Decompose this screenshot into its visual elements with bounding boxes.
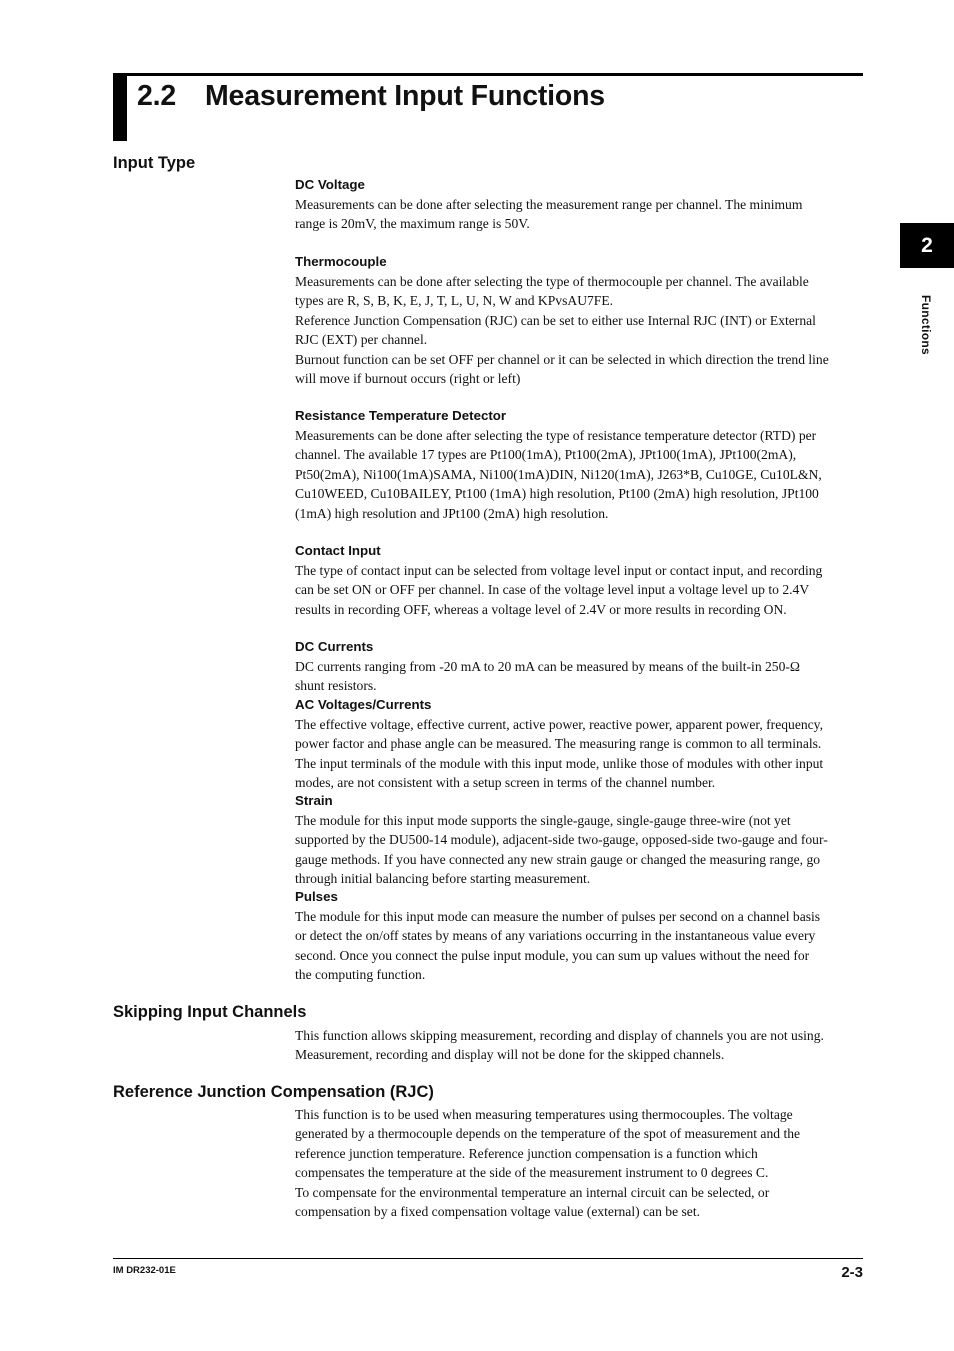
page-title: [137, 80, 605, 113]
paragraph-pulses: [295, 907, 865, 985]
section-number: 2.2: [137, 80, 177, 112]
text-line: The module for this input mode supports the single-gauge, single-gauge three-wire (not yet: [295, 813, 791, 828]
header-marker-bar: [113, 73, 127, 141]
text-line: (1mA) high resolution and JPt100 (2mA) high resolution.: [295, 505, 609, 521]
paragraph-rjc: [295, 1105, 865, 1221]
paragraph-dc-currents: [295, 657, 865, 696]
text-line: The input terminals of the module with this input mode, unlike those of modules with other input: [295, 755, 824, 771]
text-line: compensation by a fixed compensation voltage value (external) can be set.: [295, 1204, 701, 1220]
paragraph-skipping: [295, 1026, 865, 1065]
heading-input-type: Input Type: [113, 154, 196, 172]
paragraph-rtd: [295, 426, 865, 523]
paragraph-ac-voltages-currents: [295, 715, 865, 793]
text-line: or detect the on/off states by means of any variations occurring in the instantaneous value every: [295, 928, 816, 944]
text-line: RJC (EXT) per channel.: [295, 332, 428, 348]
text-line: power factor and phase angle can be measured. The measuring range is common to all terminals.: [295, 736, 822, 752]
paragraph-contact-input: [295, 561, 865, 619]
subheading-thermocouple: Thermocouple: [295, 254, 387, 269]
text-line: DC currents ranging from -20 mA to 20 mA can be measured by means of the built-in 250-Ω: [295, 659, 801, 674]
subheading-rtd: Resistance Temperature Detector: [295, 408, 507, 423]
text-line: The module for this input mode can measure the number of pulses per second on a channel basis: [295, 909, 821, 924]
header-rule: [113, 73, 863, 76]
text-line: Measurements can be done after selecting the measurement range per channel. The minimum: [295, 197, 803, 212]
subheading-contact-input: Contact Input: [295, 543, 381, 558]
paragraph-strain: [295, 811, 865, 889]
text-line: range is 20mV, the maximum range is 50V.: [295, 216, 530, 232]
document-id: IM DR232-01E: [113, 1265, 176, 1276]
text-line: results in recording OFF, whereas a voltage level of 2.4V or more results in recording ON.: [295, 601, 787, 617]
text-line: Measurements can be done after selecting the type of thermocouple per channel. The available: [295, 274, 809, 289]
text-line: shunt resistors.: [295, 678, 377, 694]
heading-skipping-input-channels: Skipping Input Channels: [113, 1003, 307, 1021]
text-line: reference junction temperature. Reference junction compensation is a function which: [295, 1145, 758, 1161]
page-number: 2-3: [841, 1264, 863, 1281]
paragraph-thermocouple: [295, 272, 865, 388]
text-line: The effective voltage, effective current, active power, reactive power, apparent power, frequency,: [295, 717, 823, 732]
text-line: through initial balancing before starting measurement.: [295, 871, 591, 887]
section-title: Measurement Input Functions: [205, 80, 605, 112]
text-line: supported by the DU500-14 module), adjacent-side two-gauge, opposed-side two-gauge and four-: [295, 832, 828, 848]
text-line: Reference Junction Compensation (RJC) can be set to either use Internal RJC (INT) or External: [295, 312, 816, 328]
chapter-tab: 2: [900, 223, 954, 268]
text-line: types are R, S, B, K, E, J, T, L, U, N, W and KPvsAU7FE.: [295, 293, 614, 309]
text-line: the computing function.: [295, 967, 426, 983]
subheading-strain: Strain: [295, 793, 333, 808]
subheading-dc-currents: DC Currents: [295, 639, 374, 654]
text-line: Cu10WEED, Cu10BAILEY, Pt100 (1mA) high resolution, Pt100 (2mA) high resolution, JPt100: [295, 486, 819, 502]
text-line: To compensate for the environmental temperature an internal circuit can be selected, or: [295, 1184, 770, 1200]
heading-rjc: Reference Junction Compensation (RJC): [113, 1083, 434, 1101]
text-line: second. Once you connect the pulse input module, you can sum up values without the need for: [295, 947, 810, 963]
text-line: Measurement, recording and display will not be done for the skipped channels.: [295, 1047, 725, 1063]
text-line: Burnout function can be set OFF per channel or it can be selected in which direction the trend line: [295, 351, 829, 367]
footer-rule: [113, 1258, 863, 1259]
chapter-label: Functions: [919, 294, 933, 356]
text-line: channel. The available 17 types are Pt100(1mA), Pt100(2mA), JPt100(1mA), JPt100(2mA),: [295, 447, 797, 463]
text-line: This function is to be used when measuring temperatures using thermocouples. The voltage: [295, 1107, 793, 1122]
text-line: The type of contact input can be selected from voltage level input or contact input, and recording: [295, 563, 823, 578]
subheading-pulses: Pulses: [295, 889, 338, 904]
text-line: gauge methods. If you have connected any new strain gauge or changed the measuring range, go: [295, 851, 821, 867]
text-line: modes, are not consistent with a setup screen in terms of the channel number.: [295, 775, 716, 791]
text-line: compensates the temperature at the side of the measurement instrument to 0 degrees C.: [295, 1165, 769, 1181]
subheading-ac-voltages-currents: AC Voltages/Currents: [295, 697, 432, 712]
subheading-dc-voltage: DC Voltage: [295, 177, 365, 192]
text-line: This function allows skipping measurement, recording and display of channels you are not using.: [295, 1028, 824, 1043]
text-line: will move if burnout occurs (right or left): [295, 371, 521, 387]
text-line: generated by a thermocouple depends on the temperature of the spot of measurement and the: [295, 1126, 801, 1142]
text-line: Pt50(2mA), Ni100(1mA)SAMA, Ni100(1mA)DIN, Ni120(1mA), J263*B, Cu10GE, Cu10L&N,: [295, 466, 822, 482]
text-line: Measurements can be done after selecting the type of resistance temperature detector (RTD) per: [295, 428, 817, 443]
paragraph-dc-voltage: [295, 195, 865, 234]
text-line: can be set ON or OFF per channel. In case of the voltage level input a voltage level up to 2.4V: [295, 582, 810, 598]
